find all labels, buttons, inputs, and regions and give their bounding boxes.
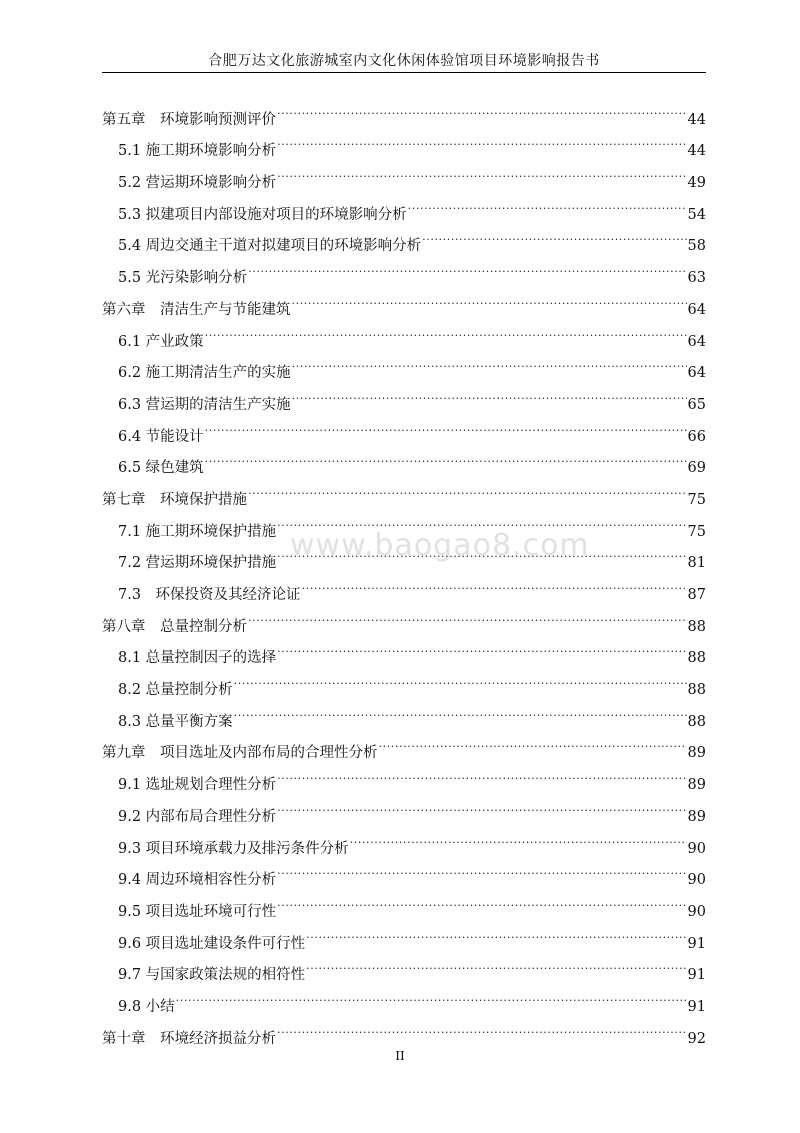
toc-entry-label: 9.2 内部布局合理性分析 [118,808,277,825]
toc-entry-label: 5.4 周边交通主干道对拟建项目的环境影响分析 [118,238,422,255]
toc-dot-leader [248,472,687,504]
toc-dot-leader [306,916,686,948]
toc-entry-page: 66 [687,428,706,445]
toc-dot-leader [205,441,687,473]
toc-entry-page: 91 [687,935,706,952]
toc-dot-leader [422,219,686,251]
toc-entry-label: 6.1 产业政策 [118,333,204,350]
toc-entry-page: 63 [687,270,706,287]
toc-entry-page: 69 [687,460,706,477]
header-rule [102,72,706,73]
toc-dot-leader [277,124,686,156]
toc-entry-label: 9.8 小结 [118,998,175,1015]
toc-dot-leader [277,853,686,885]
toc-entry-page: 44 [687,143,706,160]
toc-entry-label: 9.1 选址规划合理性分析 [118,777,277,794]
toc-entry-label: 8.2 总量控制分析 [118,682,233,699]
toc-entry-label: 6.3 营运期的清洁生产实施 [118,396,291,413]
toc-entry-label: 6.4 节能设计 [118,428,204,445]
table-of-contents [102,92,706,1047]
toc-entry-page: 88 [687,650,706,667]
toc-entry-label: 第八章 总量控制分析 [102,618,247,635]
toc-entry-label: 第五章 环境影响预测评价 [102,111,276,128]
toc-dot-leader [234,662,687,694]
page-header-title: 合肥万达文化旅游城室内文化休闲体验馆项目环境影响报告书 [208,53,600,69]
toc-dot-leader [277,631,686,663]
toc-entry-page: 64 [687,365,706,382]
toc-entry-page: 64 [687,333,706,350]
toc-entry-label: 8.3 总量平衡方案 [118,713,233,730]
toc-entry-label: 6.2 施工期清洁生产的实施 [118,365,291,382]
toc-chapter-entry[interactable] [102,92,706,128]
toc-dot-leader [277,1011,687,1043]
watermark: www.baogao8.com [290,528,590,563]
toc-entry-label: 7.2 营运期环境保护措施 [118,555,277,572]
toc-entry-page: 88 [687,682,706,699]
toc-entry-label: 9.3 项目环境承载力及排污条件分析 [118,840,349,857]
toc-dot-leader [248,599,687,631]
toc-entry-page: 91 [687,967,706,984]
toc-entry-label: 7.1 施工期环境保护措施 [118,523,277,540]
toc-entry-page: 44 [687,111,706,128]
toc-dot-leader [292,377,687,409]
toc-dot-leader [205,409,687,441]
toc-entry-page: 91 [687,998,706,1015]
toc-dot-leader [306,948,686,980]
toc-dot-leader [379,726,687,758]
toc-entry-page: 89 [687,808,706,825]
toc-dot-leader [408,187,687,219]
toc-dot-leader [176,979,687,1011]
toc-dot-leader [277,92,687,124]
toc-dot-leader [277,536,686,568]
toc-entry-label: 第九章 项目选址及内部布局的合理性分析 [102,745,378,762]
toc-chapter-entry[interactable] [102,1011,706,1047]
toc-dot-leader [277,884,686,916]
toc-entry-label: 9.7 与国家政策法规的相符性 [118,967,306,984]
toc-entry-page: 87 [687,587,706,603]
toc-dot-leader [277,757,686,789]
toc-entry-page: 49 [687,175,706,192]
toc-entry-page: 75 [687,523,706,540]
toc-entry-label: 9.6 项目选址建设条件可行性 [118,935,306,952]
toc-entry-page: 88 [687,713,706,730]
toc-dot-leader [277,155,686,187]
toc-entry-page: 92 [687,1030,706,1047]
toc-dot-leader [205,314,687,346]
toc-entry-label: 7.3 环保投资及其经济论证 [118,587,301,603]
toc-dot-leader [350,821,687,853]
toc-entry-label: 5.5 光污染影响分析 [118,270,248,287]
toc-dot-leader [234,694,687,726]
toc-entry-label: 5.3 拟建项目内部设施对项目的环境影响分析 [118,206,407,223]
toc-entry-page: 90 [687,840,706,857]
page-number: II [395,1049,405,1063]
toc-entry-page: 81 [687,555,706,572]
toc-entry-label: 第十章 环境经济损益分析 [102,1030,276,1047]
toc-entry-label: 第七章 环境保护措施 [102,491,247,508]
toc-entry-label: 5.1 施工期环境影响分析 [118,143,277,160]
toc-entry-page: 89 [687,745,706,762]
toc-dot-leader [292,346,687,378]
toc-entry-label: 9.4 周边环境相容性分析 [118,872,277,889]
toc-entry-label: 5.2 营运期环境影响分析 [118,175,277,192]
toc-entry-page: 90 [687,903,706,920]
toc-entry-page: 88 [687,618,706,635]
toc-entry-page: 75 [687,491,706,508]
toc-entry-page: 65 [687,396,706,413]
toc-dot-leader [292,282,687,314]
toc-entry-label: 9.5 项目选址环境可行性 [118,903,277,920]
toc-entry-page: 90 [687,872,706,889]
toc-entry-label: 6.5 绿色建筑 [118,460,204,477]
toc-entry-page: 58 [687,238,706,255]
toc-dot-leader [302,567,687,599]
toc-section-entry[interactable] [102,979,706,1015]
toc-entry-page: 89 [687,777,706,794]
toc-entry-page: 64 [687,301,706,318]
toc-dot-leader [277,789,686,821]
toc-dot-leader [277,504,686,536]
toc-entry-page: 54 [687,206,706,223]
toc-dot-leader [248,250,686,282]
toc-entry-label: 8.1 总量控制因子的选择 [118,650,277,667]
toc-entry-label: 第六章 清洁生产与节能建筑 [102,301,291,318]
